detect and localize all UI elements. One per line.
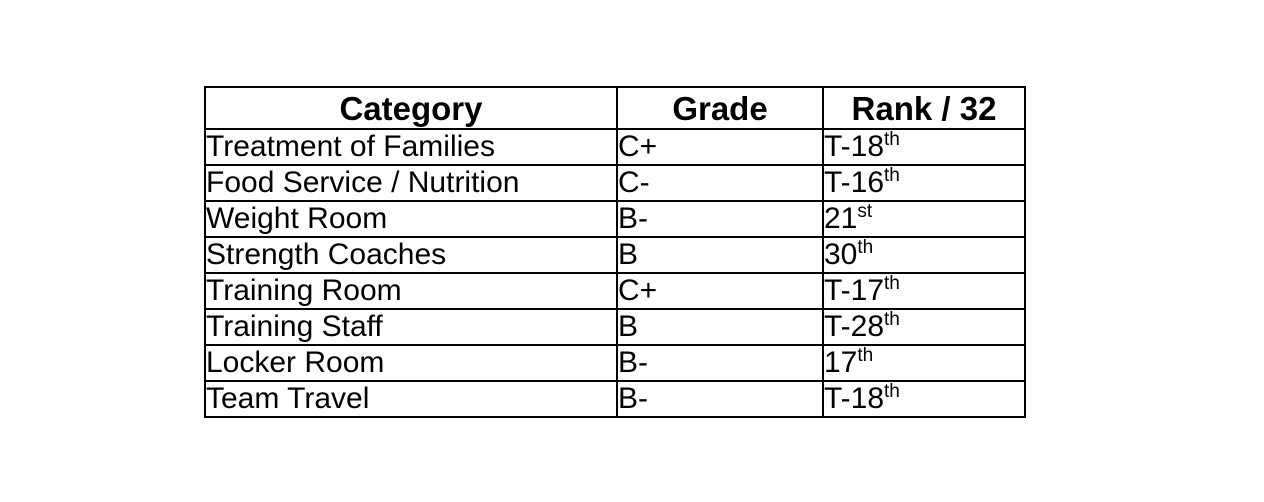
grade-cell: B (617, 237, 823, 273)
rank-cell (823, 309, 1025, 345)
table-row (205, 165, 1025, 201)
rank-value: 17 (824, 346, 858, 379)
table-row (205, 345, 1025, 381)
rank-value: T-17 (824, 274, 885, 307)
rank-value: T-16 (824, 166, 885, 199)
grades-table (204, 86, 1026, 418)
rank-suffix: th (884, 309, 900, 330)
rank-suffix: th (857, 345, 874, 366)
rank-suffix: st (857, 201, 873, 222)
category-cell: Treatment of Families (205, 129, 617, 165)
rank-cell (823, 129, 1025, 165)
table-row (205, 381, 1025, 417)
rank-suffix: th (884, 381, 900, 402)
table-header-row (205, 87, 1025, 129)
category-cell: Food Service / Nutrition (205, 165, 617, 201)
table-row (205, 309, 1025, 345)
grade-cell: B- (617, 345, 823, 381)
rank-suffix: th (857, 237, 874, 258)
category-cell: Strength Coaches (205, 237, 617, 273)
category-cell: Training Room (205, 273, 617, 309)
rank-value: T-28 (824, 310, 885, 343)
rank-value: T-18 (824, 382, 885, 415)
rank-cell (823, 237, 1025, 273)
column-header-category: Category (205, 87, 617, 129)
category-cell: Team Travel (205, 381, 617, 417)
rank-cell (823, 381, 1025, 417)
grade-cell: C+ (617, 129, 823, 165)
rank-cell (823, 165, 1025, 201)
category-cell: Weight Room (205, 201, 617, 237)
grade-cell: C+ (617, 273, 823, 309)
rank-value: 21 (824, 202, 858, 235)
table-row (205, 201, 1025, 237)
category-cell: Training Staff (205, 309, 617, 345)
table-row (205, 273, 1025, 309)
rank-cell (823, 345, 1025, 381)
rank-cell (823, 201, 1025, 237)
column-header-grade: Grade (617, 87, 823, 129)
rank-suffix: th (884, 273, 900, 294)
grade-cell: C- (617, 165, 823, 201)
column-header-rank: Rank / 32 (823, 87, 1025, 129)
grade-cell: B- (617, 201, 823, 237)
grade-cell: B (617, 309, 823, 345)
table-row (205, 237, 1025, 273)
category-cell: Locker Room (205, 345, 617, 381)
rank-suffix: th (884, 129, 900, 150)
rank-value: 30 (824, 238, 858, 271)
table-row (205, 129, 1025, 165)
grade-cell: B- (617, 381, 823, 417)
rank-suffix: th (884, 165, 900, 186)
rank-value: T-18 (824, 130, 885, 163)
rank-cell (823, 273, 1025, 309)
